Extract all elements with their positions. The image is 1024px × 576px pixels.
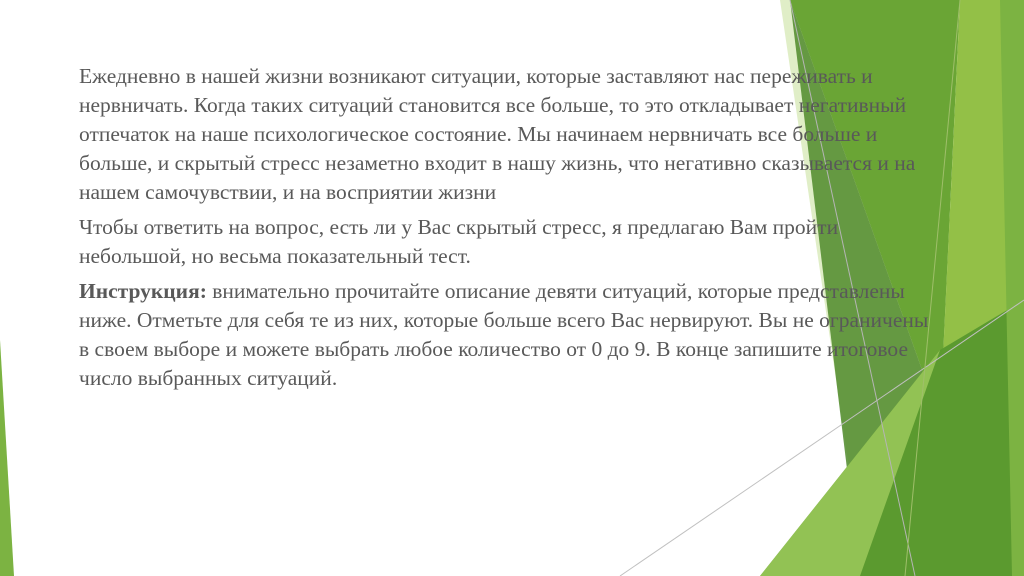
body-text <box>79 62 939 393</box>
paragraph-invitation: Чтобы ответить на вопрос, есть ли у Вас скрытый стресс, я предлагаю Вам пройти небольшой, но весьма показательный тест. <box>79 215 839 268</box>
instruction-label: Инструкция: <box>79 279 207 303</box>
paragraph-instruction <box>79 277 939 393</box>
instruction-text: внимательно прочитайте описание девяти ситуаций, которые представлены ниже. Отметьте для себя те из них, которые больше всего Вас нервируют. Вы не ограничены в своем выборе и можете выбрать любое количество от 0 до 9. В конце запишите итоговое число выбранных ситуаций. <box>79 279 929 390</box>
left-green-sliver <box>0 340 14 576</box>
paragraph-intro: Ежедневно в нашей жизни возникают ситуации, которые заставляют нас переживать и нервничать. Когда таких ситуаций становится все больше, то это откладывает негативный отпечаток на наше психологическое состояние. Мы начинаем нервничать все больше и больше, и скрытый стресс незаметно входит в нашу жизнь, что негативно сказывается и на нашем самочувствии, и на восприятии жизни <box>79 64 916 204</box>
